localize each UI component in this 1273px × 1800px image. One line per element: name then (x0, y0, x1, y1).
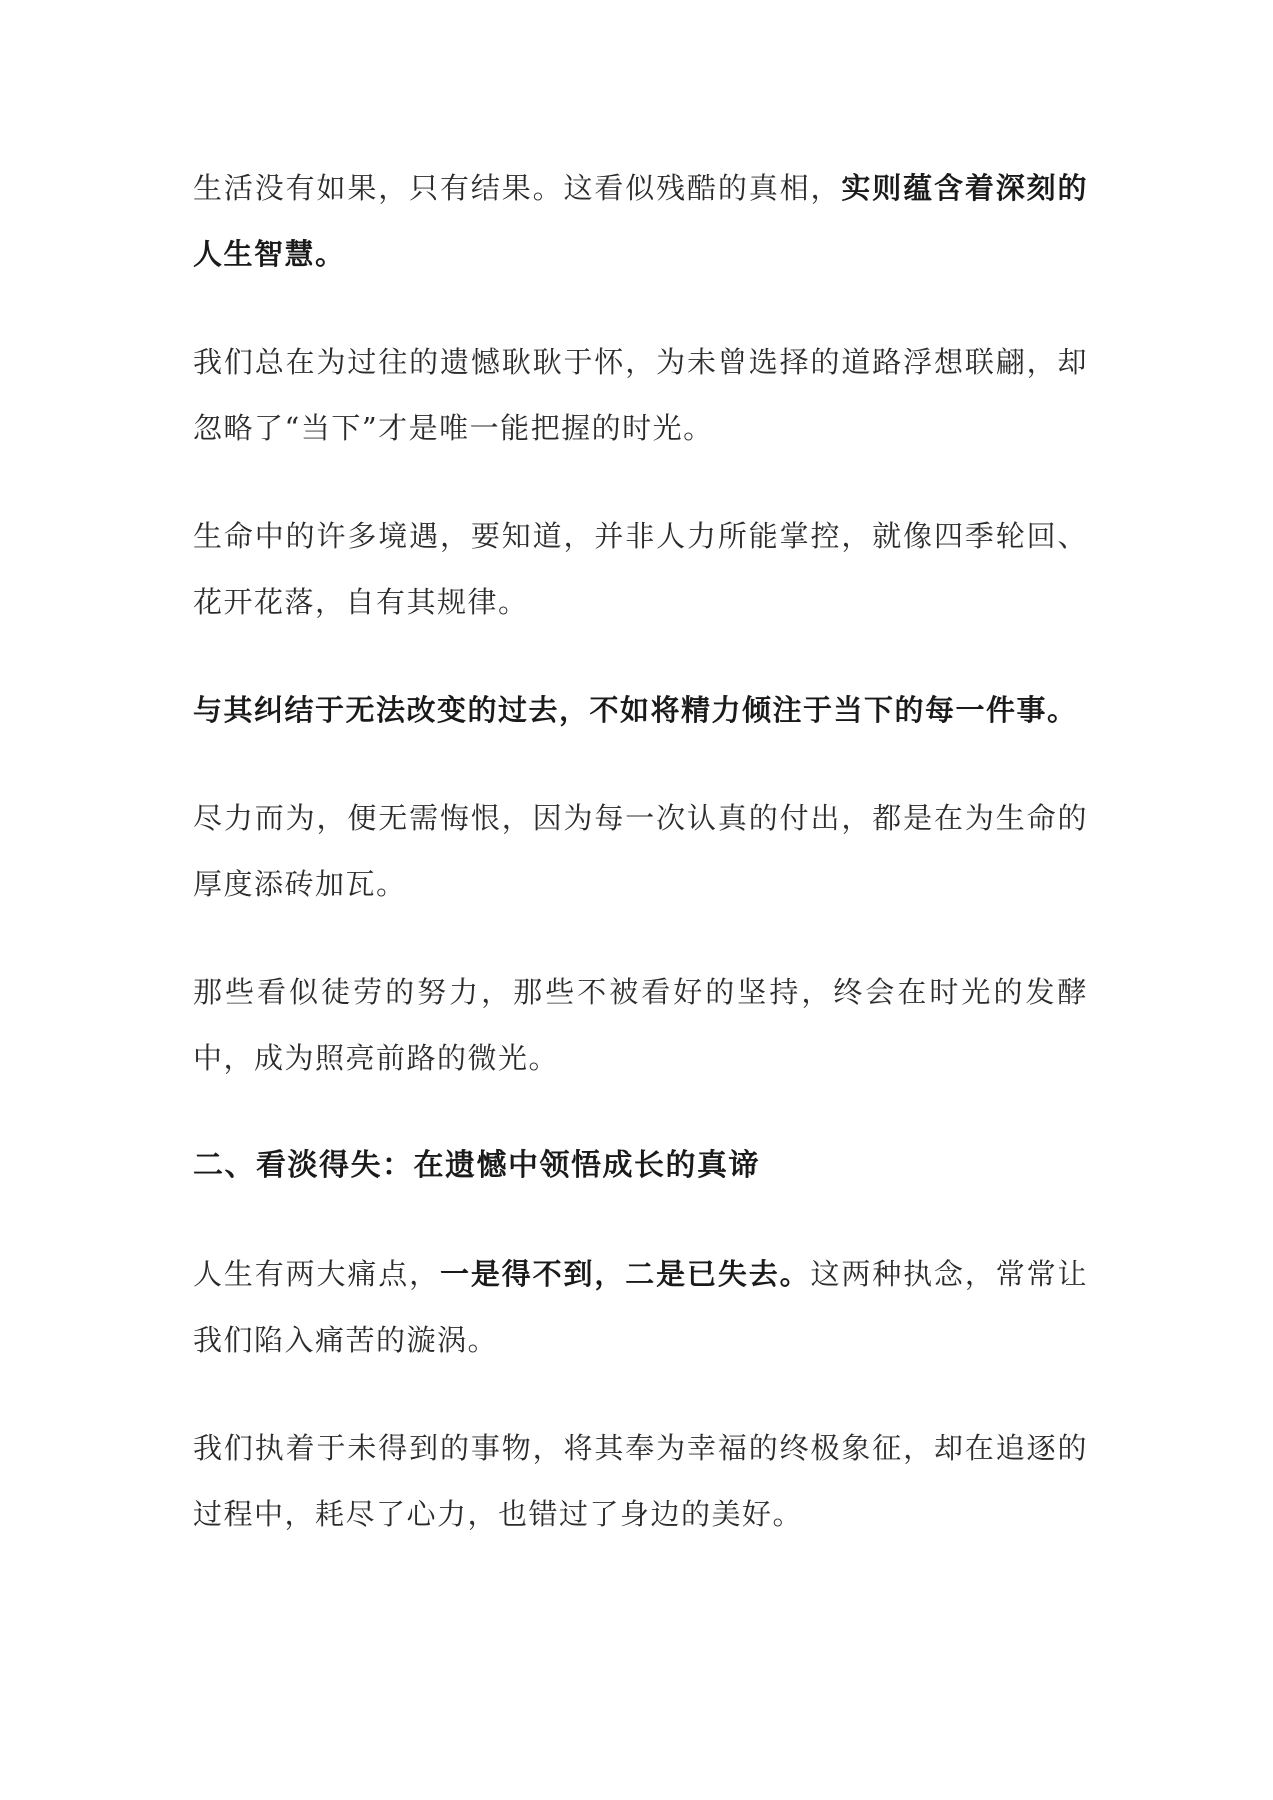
section-paragraph-1-text-a: 人生有两大痛点， (193, 1257, 440, 1291)
section-paragraph-1-bold-text: 一是得不到，二是已失去。 (440, 1257, 811, 1291)
paragraph-5 (193, 785, 1088, 917)
section-paragraph-1 (193, 1241, 1088, 1373)
paragraph-5-text: 尽力而为，便无需悔恨，因为每一次认真的付出，都是在为生命的厚度添砖加瓦。 (193, 801, 1088, 901)
paragraph-2-text: 我们总在为过往的遗憾耿耿于怀，为未曾选择的道路浮想联翩，却忽略了“当下”才是唯一能把握的时光。 (193, 345, 1088, 445)
paragraph-6-text: 那些看似徒劳的努力，那些不被看好的坚持，终会在时光的发酵中，成为照亮前路的微光。 (193, 975, 1088, 1075)
paragraph-1 (193, 155, 1088, 287)
section-paragraph-1-text-b: 这两种执念，常常让我们陷入痛苦的漩涡。 (193, 1257, 1088, 1357)
paragraph-3 (193, 503, 1088, 635)
paragraph-3-text: 生命中的许多境遇，要知道，并非人力所能掌控，就像四季轮回、花开花落，自有其规律。 (193, 519, 1088, 619)
paragraph-1-bold-text: 实则蕴含着深刻的人生智慧。 (193, 171, 1088, 271)
paragraph-1-text: 生活没有如果，只有结果。这看似残酷的真相， (193, 171, 842, 205)
paragraph-6 (193, 959, 1088, 1091)
paragraph-4-bold-text: 与其纠结于无法改变的过去，不如将精力倾注于当下的每一件事。 (193, 693, 1078, 727)
paragraph-4 (193, 677, 1088, 743)
article-body (193, 155, 1088, 1589)
section-paragraph-2-text: 我们执着于未得到的事物，将其奉为幸福的终极象征，却在追逐的过程中，耗尽了心力，也错过了身边的美好。 (193, 1431, 1088, 1531)
section-paragraph-2 (193, 1415, 1088, 1547)
paragraph-2 (193, 329, 1088, 461)
section-heading: 二、看淡得失：在遗憾中领悟成长的真谛 (193, 1148, 760, 1183)
